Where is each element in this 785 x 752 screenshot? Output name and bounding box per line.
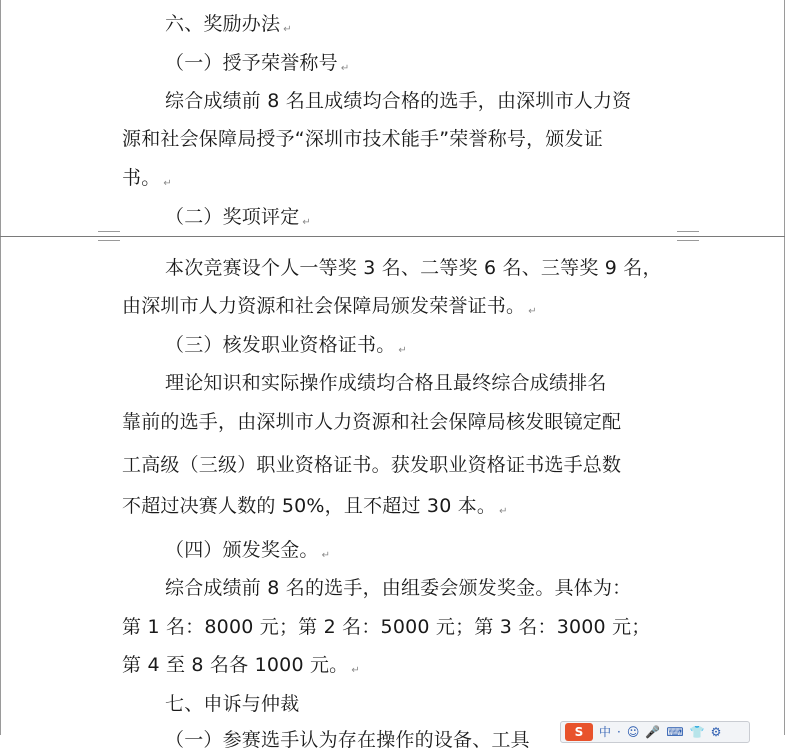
ime-punctuation-icon[interactable]: · xyxy=(617,725,621,739)
subheading-honor-title: （一）授予荣誉称号 ↵ xyxy=(165,52,350,74)
text-line: 本次竞赛设个人一等奖 3 名、二等奖 6 名、三等奖 9 名， xyxy=(165,257,662,279)
section-heading-appeal: 七、申诉与仲裁 xyxy=(165,693,300,715)
section-heading-rewards: 六、奖励办法 ↵ xyxy=(165,13,292,35)
text-line: 综合成绩前 8 名的选手，由组委会颁发奖金。具体为： xyxy=(165,577,632,599)
ime-language-toggle[interactable]: 中 xyxy=(599,725,612,739)
text-line: 靠前的选手，由深圳市人力资源和社会保障局核发眼镜定配 xyxy=(122,411,622,433)
page-left-edge xyxy=(0,0,1,735)
ime-keyboard-icon[interactable]: ⌨ xyxy=(666,725,684,739)
subheading-certificate: （三）核发职业资格证书。 ↵ xyxy=(165,334,407,356)
ime-logo-icon[interactable]: S xyxy=(565,723,593,741)
text-line: 第 4 至 8 名各 1000 元。 ↵ xyxy=(122,654,360,676)
subheading-award-evaluation: （二）奖项评定 ↵ xyxy=(165,206,311,228)
subheading-bonus: （四）颁发奖金。 ↵ xyxy=(165,539,331,561)
margin-corner-mark-left xyxy=(98,231,120,241)
text-line: 第 1 名：8000 元；第 2 名：5000 元；第 3 名：3000 元； xyxy=(122,616,651,638)
text-line: 工高级（三级）职业资格证书。获发职业资格证书选手总数 xyxy=(122,454,622,476)
text-line: 由深圳市人力资源和社会保障局颁发荣誉证书。 ↵ xyxy=(122,295,537,317)
margin-corner-mark-right xyxy=(677,231,699,241)
ime-voice-icon[interactable]: 🎤 xyxy=(645,725,661,739)
ime-settings-icon[interactable]: ⚙ xyxy=(710,725,722,739)
text-line: 综合成绩前 8 名且成绩均合格的选手，由深圳市人力资 xyxy=(165,90,632,112)
text-line: 书。 ↵ xyxy=(122,167,172,189)
text-line: 理论知识和实际操作成绩均合格且最终综合成绩排名 xyxy=(165,372,607,394)
ime-emoji-icon[interactable]: ☺ xyxy=(626,725,640,739)
text-line: 源和社会保障局授予“深圳市技术能手”荣誉称号，颁发证 xyxy=(122,128,603,150)
ime-toolbar[interactable] xyxy=(560,721,750,743)
ime-skin-icon[interactable]: 👕 xyxy=(689,725,705,739)
text-line-partial: （一）参赛选手认为存在操作的设备、工具 xyxy=(165,729,530,751)
text-line: 不超过决赛人数的 50%，且不超过 30 本。 ↵ xyxy=(122,495,508,517)
